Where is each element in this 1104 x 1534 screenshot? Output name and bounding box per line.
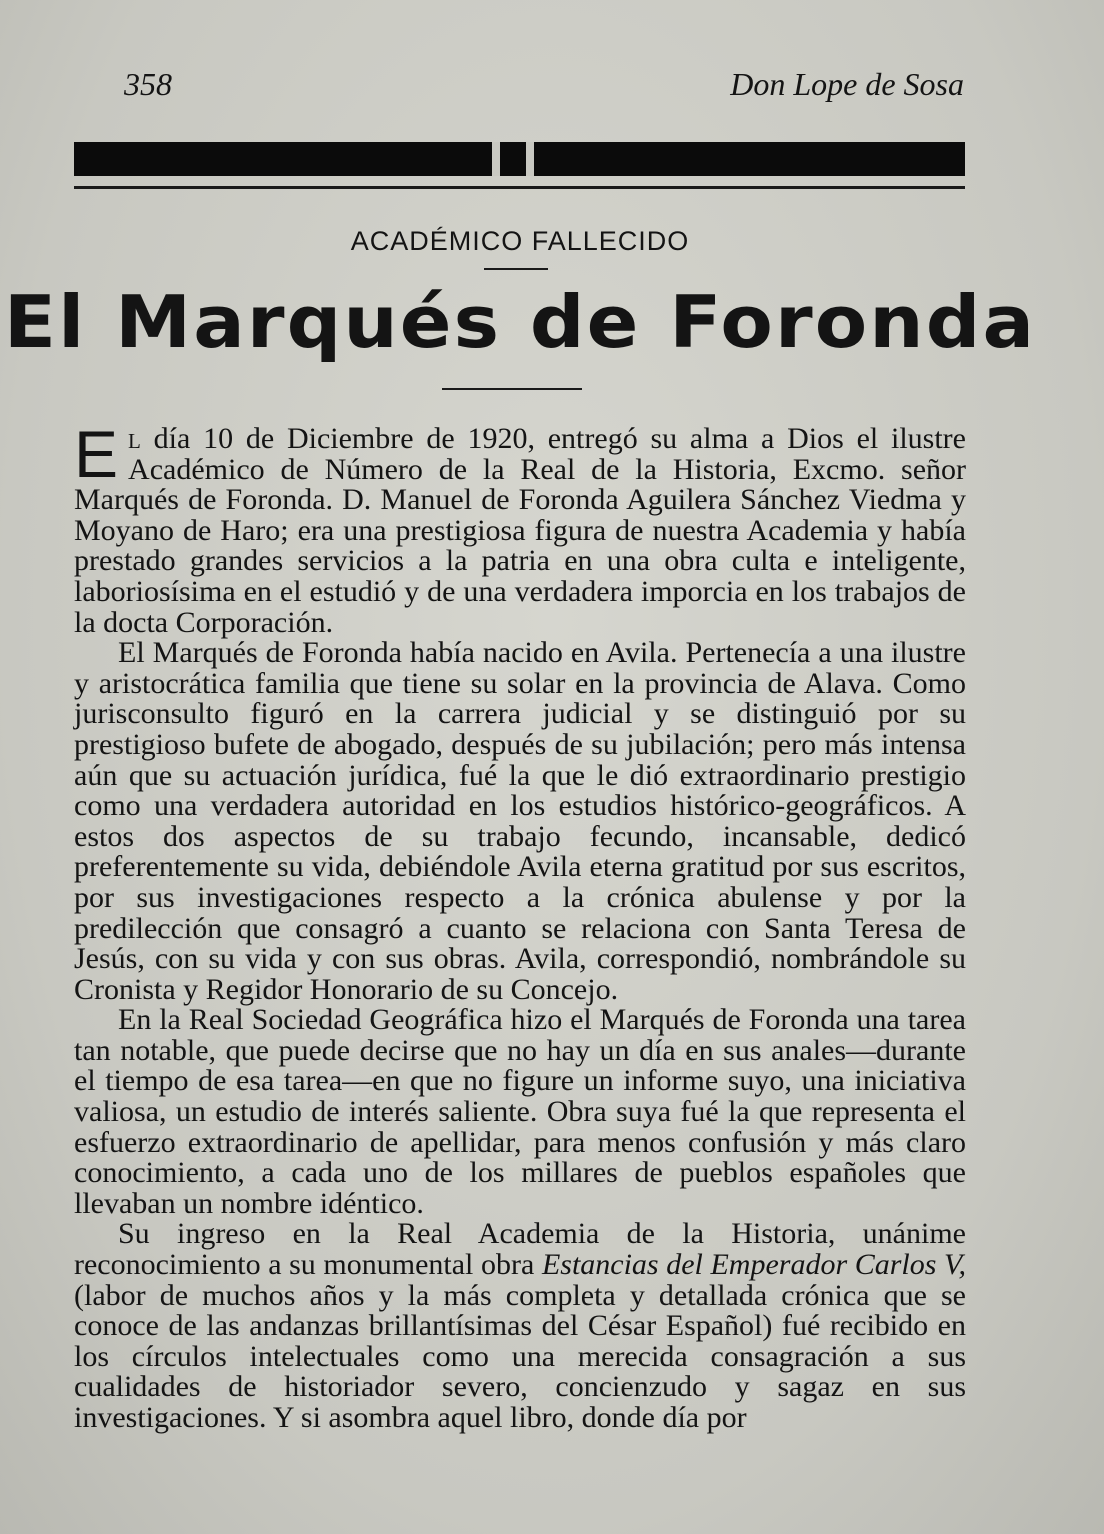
paragraph-1-text: día 10 de Diciembre de 1920, entregó su alma a Dios el ilustre Académico de Número de la Real de la Historia, Excmo. señor Marqués de Foronda. D. Manuel de Foronda Aguilera Sánchez Viedma y Moyano de Haro; era una prestigiosa figura de nuestra Academia y había prestado grandes servicios a la patria en una obra culta e inteligente, laboriosísima en el estudió y de una verdadera imporcia en los trabajos de la docta Corporación. [74, 422, 966, 639]
paragraph-1 [74, 417, 966, 639]
first-word-rest: l [128, 422, 141, 455]
book-title: Estancias del Emperador Carlos V, [541, 1248, 967, 1282]
article-title: El Marqués de Foronda [3, 280, 1037, 364]
article-body [74, 417, 967, 1434]
title-divider [442, 388, 582, 390]
paragraph-4-text-a: Su ingreso en la Real Academia de la Historia, unánime reconocimiento a su monumental obra [74, 1217, 966, 1282]
page-header [74, 66, 964, 110]
running-title: Don Lope de Sosa [730, 66, 964, 102]
page-number: 358 [124, 66, 172, 102]
drop-cap: E [74, 417, 119, 491]
paragraph-3: En la Real Sociedad Geográfica hizo el Marqués de Foronda una tarea tan notable, que puede decirse que no hay un día en sus anales—durante el tiempo de esa tarea—en que no figure un informe suyo, una iniciativa valiosa, un estudio de interés saliente. Obra suya fué la que representa el esfuerzo extraordinario de apellidar, para menos confusión y más claro conocimiento, a cada uno de los millares de pueblos españoles que llevaban un nombre idéntico. [74, 1003, 966, 1220]
section-divider [484, 268, 548, 270]
paragraph-4-text-b: (labor de muchos años y la más completa y detallada crónica que se conoce de las andanzas brillantísimas del César Español) fué recibido en los círculos intelectuales como una merecida consagración a sus cualidades de historiador severo, concienzudo y sagaz en sus investigaciones. Y si asombra aquel libro, donde día por [74, 1278, 966, 1434]
decorative-thick-rule [74, 142, 965, 176]
decorative-thin-rule [74, 186, 965, 189]
paragraph-4 [74, 1219, 966, 1433]
rule-gap [526, 142, 534, 176]
section-label: ACADÉMICO FALLECIDO [350, 226, 690, 256]
paragraph-2: El Marqués de Foronda había nacido en Avila. Pertenecía a una ilustre y aristocrática familia que tiene su solar en la provincia de Alava. Como jurisconsulto figuró en la carrera judicial y se distinguió por su prestigioso bufete de abogado, después de su jubilación; pero más intensa aún que su actuación jurídica, fué la que le dió extraordinario prestigio como una verdadera autoridad en los estudios histórico-geográficos. A estos dos aspectos de su trabajo fecundo, incansable, dedicó preferentemente su vida, debiéndole Avila eterna gratitud por sus escritos, por sus investigaciones respecto a la crónica abulense y por la predilección que consagró a cuanto se relaciona con Santa Teresa de Jesús, con su vida y con sus obras. Avila, correspondió, nombrándole su Cronista y Regidor Honorario de su Concejo. [74, 636, 966, 1006]
rule-gap [492, 142, 500, 176]
